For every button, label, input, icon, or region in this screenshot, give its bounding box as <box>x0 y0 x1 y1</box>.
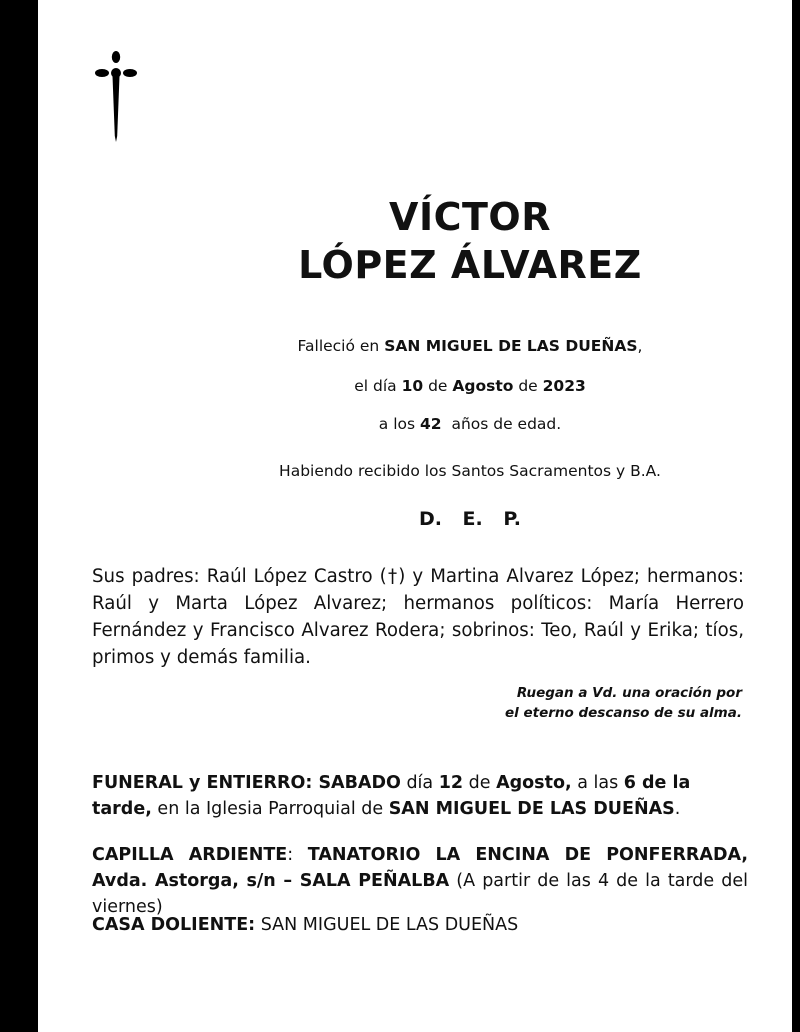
death-day: 10 <box>401 377 424 395</box>
funeral-time: 6 de la tarde, <box>92 773 691 819</box>
day-prefix: el día <box>354 377 402 395</box>
funeral-text-2: de <box>463 773 497 793</box>
death-year: 2023 <box>542 377 586 395</box>
left-border <box>0 0 38 1032</box>
deceased-surnames: LÓPEZ ÁLVAREZ <box>298 243 642 287</box>
age-value: 42 <box>420 415 442 433</box>
santiago-cross-icon <box>92 48 140 144</box>
chapel-label: CAPILLA ARDIENTE <box>92 845 288 865</box>
right-border <box>792 0 800 1032</box>
prayer-line-1: Ruegan a Vd. una oración por <box>516 685 742 701</box>
chapel-note: (A partir de las 4 de la tarde del viernes) <box>92 871 748 917</box>
prayer-request <box>505 683 742 723</box>
prayer-line-2: el eterno descanso de su alma. <box>505 705 742 721</box>
chapel-venue: TANATORIO LA ENCINA DE PONFERRADA, Avda. Astorga, s/n – SALA PEÑALBA <box>92 845 748 891</box>
deceased-first-name: VÍCTOR <box>389 195 551 239</box>
death-place-line <box>170 337 770 355</box>
chapel-details <box>92 842 748 920</box>
age-suffix: años de edad. <box>441 415 562 433</box>
funeral-details <box>92 770 748 822</box>
sacraments-line: Habiendo recibido los Santos Sacramentos y B.A. <box>279 462 661 480</box>
funeral-place: SAN MIGUEL DE LAS DUEÑAS <box>388 799 675 819</box>
de-1: de <box>423 377 453 395</box>
died-in-prefix: Falleció en <box>297 337 385 355</box>
age-line <box>170 415 770 433</box>
funeral-label: FUNERAL y ENTIERRO: SABADO <box>92 773 401 793</box>
funeral-month: Agosto, <box>496 773 572 793</box>
funeral-text-3: a las <box>571 773 624 793</box>
chapel-separator: : <box>287 845 308 865</box>
death-place: SAN MIGUEL DE LAS DUEÑAS <box>384 337 638 355</box>
funeral-text-4: en la Iglesia Parroquial de <box>151 799 389 819</box>
death-date-line <box>170 377 770 395</box>
death-place-comma: , <box>637 337 643 355</box>
funeral-day: 12 <box>438 773 464 793</box>
age-prefix: a los <box>378 415 421 433</box>
de-2: de <box>513 377 543 395</box>
funeral-text-1: día <box>400 773 439 793</box>
funeral-text-5: . <box>674 799 681 819</box>
death-month: Agosto <box>452 377 514 395</box>
rip-line: D. E. P. <box>418 508 522 530</box>
family-paragraph: Sus padres: Raúl López Castro (†) y Martina Alvarez López; hermanos: Raúl y Marta López Alvarez; hermanos políticos: María Herrero Fernández y Francisco Alvarez Rodera; sobrinos: Teo, Raúl y Erika; tíos, primos y demás familia. <box>92 566 744 668</box>
mourning-house-label: CASA DOLIENTE: <box>92 915 256 935</box>
mourning-house-value: SAN MIGUEL DE LAS DUEÑAS <box>255 915 519 935</box>
mourning-house <box>92 912 748 938</box>
